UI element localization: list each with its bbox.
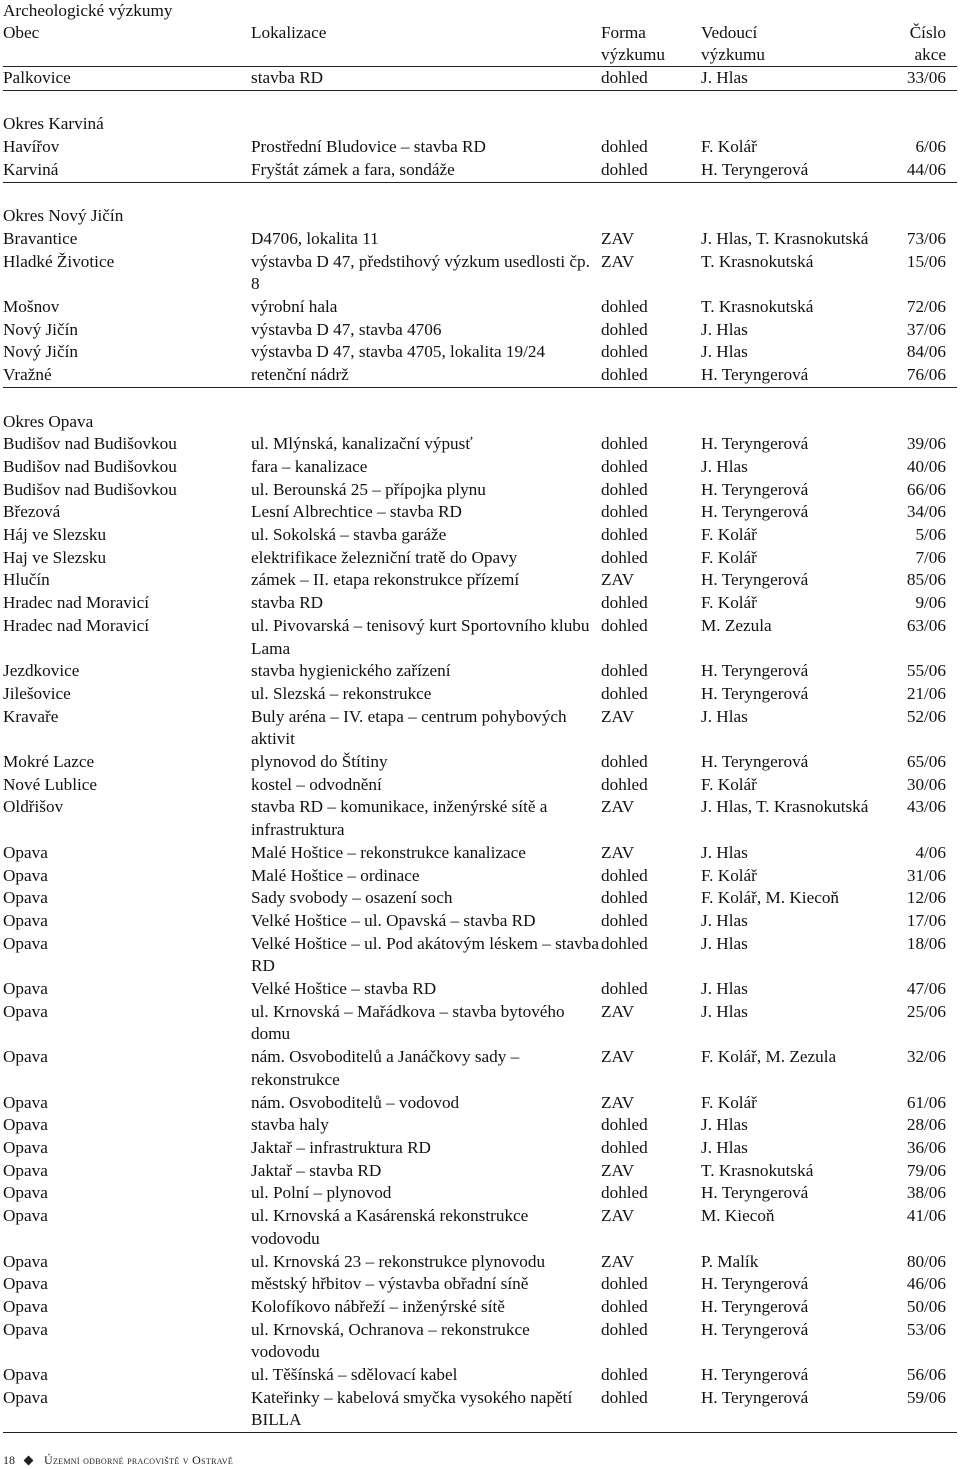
footer-organization: Územní odborné pracoviště v Ostravě	[44, 1453, 234, 1467]
cell-lokalizace: stavba hygienického zařízení	[251, 661, 451, 681]
cell-vedouci: H. Teryngerová	[701, 1183, 809, 1203]
cell-cislo: 17/06	[906, 910, 946, 930]
cell-cislo: 5/06	[915, 525, 946, 545]
cell-obec: Vražné	[3, 365, 52, 385]
cell-vedouci: J. Hlas, T. Krasnokutská	[701, 228, 869, 248]
cell-vedouci: J. Hlas	[701, 933, 748, 953]
cell-lokalizace: fara – kanalizace	[251, 456, 368, 476]
cell-forma: dohled	[601, 661, 648, 681]
cell-vedouci: H. Teryngerová	[701, 1365, 809, 1385]
cell-vedouci: J. Hlas	[701, 910, 748, 930]
cell-lokalizace: stavba haly	[251, 1115, 329, 1135]
cell-lokalizace: Kateřinky – kabelová smyčka vysokého napětí BILLA	[251, 1387, 573, 1430]
section-title: Okres Opava	[3, 411, 94, 431]
cell-cislo: 33/06	[906, 68, 946, 87]
cell-obec: Budišov nad Budišovkou	[3, 479, 177, 499]
cell-forma: dohled	[601, 137, 648, 157]
cell-obec: Mošnov	[3, 297, 60, 316]
cell-lokalizace: ul. Slezská – rekonstrukce	[251, 683, 432, 703]
cell-vedouci: H. Teryngerová	[701, 502, 809, 522]
cell-cislo: 43/06	[906, 797, 946, 817]
cell-vedouci: H. Teryngerová	[701, 434, 809, 454]
table-row	[3, 364, 957, 388]
cell-cislo: 76/06	[906, 365, 946, 385]
header-vedouci-line1: Vedoucí	[701, 23, 758, 42]
cell-vedouci: F. Kolář	[701, 593, 757, 613]
cell-lokalizace: Malé Hoštice – rekonstrukce kanalizace	[251, 842, 526, 862]
cell-obec: Nové Lublice	[3, 774, 98, 794]
table-row	[3, 978, 957, 1001]
cell-lokalizace: Velké Hoštice – ul. Pod akátovým léskem – stavba RD	[251, 933, 599, 976]
table-row	[3, 887, 957, 910]
cell-vedouci: J. Hlas	[701, 342, 748, 362]
cell-cislo: 28/06	[906, 1115, 946, 1135]
cell-forma: dohled	[601, 1274, 648, 1294]
cell-cislo: 39/06	[906, 434, 946, 454]
header-cislo-line2: akce	[914, 45, 946, 64]
cell-obec: Opava	[3, 979, 48, 999]
header-forma-line1: Forma	[601, 23, 646, 42]
table-row	[3, 228, 957, 251]
cell-vedouci: J. Hlas	[701, 842, 748, 862]
cell-forma: dohled	[601, 502, 648, 522]
cell-lokalizace: stavba RD	[251, 593, 324, 613]
header-forma-line2: výzkumu	[601, 45, 665, 64]
header-cislo	[892, 22, 946, 66]
section-title: Okres Nový Jičín	[3, 206, 124, 226]
cell-vedouci: J. Hlas	[701, 1138, 748, 1157]
cell-lokalizace: Velké Hoštice – ul. Opavská – stavba RD	[251, 910, 536, 930]
table-row	[3, 569, 957, 592]
cell-forma: dohled	[601, 979, 648, 999]
cell-cislo: 21/06	[906, 683, 946, 703]
cell-forma: dohled	[601, 456, 648, 476]
cell-forma: dohled	[601, 615, 648, 635]
table-row	[3, 706, 957, 751]
table-row	[3, 67, 957, 91]
cell-lokalizace: Fryštát zámek a fara, sondáže	[251, 159, 455, 179]
cell-forma: ZAV	[601, 1047, 635, 1067]
cell-forma: dohled	[601, 774, 648, 794]
cell-forma: dohled	[601, 319, 648, 339]
cell-vedouci: H. Teryngerová	[701, 479, 809, 499]
cell-lokalizace: ul. Berounská 25 – přípojka plynu	[251, 479, 486, 499]
table-row	[3, 865, 957, 888]
cell-lokalizace: ul. Krnovská – Mařádkova – stavba bytového domu	[251, 1001, 565, 1044]
table-row	[3, 1364, 957, 1387]
cell-obec: Opava	[3, 865, 48, 885]
cell-obec: Opava	[3, 1365, 48, 1385]
cell-forma: dohled	[601, 365, 648, 385]
header-obec: Obec	[3, 23, 40, 42]
cell-cislo: 9/06	[915, 593, 946, 613]
cell-obec: Nový Jičín	[3, 319, 78, 339]
cell-vedouci: T. Krasnokutská	[701, 297, 814, 316]
cell-obec: Opava	[3, 1319, 48, 1339]
table-row	[3, 1160, 957, 1183]
table-row	[3, 524, 957, 547]
table-row	[3, 1137, 957, 1160]
cell-cislo: 44/06	[906, 159, 946, 179]
cell-forma: dohled	[601, 479, 648, 499]
cell-obec: Hradec nad Moravicí	[3, 593, 150, 613]
cell-cislo: 72/06	[906, 297, 946, 316]
cell-forma: ZAV	[601, 1001, 635, 1021]
cell-obec: Opava	[3, 888, 48, 908]
cell-cislo: 66/06	[906, 479, 946, 499]
table-row	[3, 251, 957, 296]
cell-forma: ZAV	[601, 797, 635, 817]
cell-cislo: 30/06	[906, 774, 946, 794]
table-row	[3, 683, 957, 706]
cell-forma: dohled	[601, 1296, 648, 1316]
cell-obec: Kravaře	[3, 706, 59, 726]
cell-vedouci: J. Hlas	[701, 1001, 748, 1021]
cell-obec: Opava	[3, 1274, 48, 1294]
cell-cislo: 40/06	[906, 456, 946, 476]
cell-vedouci: J. Hlas	[701, 706, 748, 726]
cell-obec: Opava	[3, 1115, 48, 1135]
cell-vedouci: M. Zezula	[701, 615, 772, 635]
cell-forma: ZAV	[601, 1251, 635, 1271]
cell-forma: dohled	[601, 297, 648, 316]
cell-cislo: 47/06	[906, 979, 946, 999]
cell-cislo: 73/06	[906, 228, 946, 248]
header-vedouci	[701, 22, 892, 66]
cell-lokalizace: ul. Pivovarská – tenisový kurt Sportovního klubu Lama	[251, 615, 590, 658]
cell-lokalizace: výstavba D 47, předstihový výzkum usedlosti čp. 8	[251, 251, 590, 294]
table-row	[3, 751, 957, 774]
cell-vedouci: F. Kolář	[701, 525, 757, 545]
page-footer	[3, 1453, 233, 1468]
cell-vedouci: H. Teryngerová	[701, 159, 809, 179]
header-forma	[601, 22, 701, 66]
cell-obec: Jezdkovice	[3, 661, 80, 681]
cell-obec: Bravantice	[3, 228, 78, 248]
cell-cislo: 52/06	[906, 706, 946, 726]
document-page	[3, 0, 957, 1433]
cell-cislo: 38/06	[906, 1183, 946, 1203]
cell-forma: dohled	[601, 159, 648, 179]
cell-lokalizace: zámek – II. etapa rekonstrukce přízemí	[251, 570, 520, 590]
header-lokalizace: Lokalizace	[251, 23, 327, 42]
cell-cislo: 4/06	[915, 842, 946, 862]
cell-obec: Mokré Lazce	[3, 752, 95, 772]
cell-forma: dohled	[601, 1138, 648, 1157]
cell-forma: ZAV	[601, 251, 635, 271]
cell-forma: ZAV	[601, 228, 635, 248]
cell-vedouci: J. Hlas	[701, 979, 748, 999]
cell-obec: Opava	[3, 1296, 48, 1316]
table-row	[3, 136, 957, 159]
cell-vedouci: F. Kolář	[701, 1092, 757, 1112]
cell-lokalizace: retenční nádrž	[251, 365, 349, 385]
table-row	[3, 796, 957, 841]
cell-lokalizace: ul. Krnovská a Kasárenská rekonstrukce vodovodu	[251, 1206, 529, 1248]
cell-vedouci: H. Teryngerová	[701, 1296, 809, 1316]
cell-forma: dohled	[601, 933, 648, 953]
table-header	[3, 22, 957, 67]
cell-vedouci: H. Teryngerová	[701, 661, 809, 681]
cell-cislo: 37/06	[906, 319, 946, 339]
cell-vedouci: J. Hlas, T. Krasnokutská	[701, 797, 869, 817]
cell-vedouci: F. Kolář, M. Kiecoň	[701, 888, 840, 908]
page-title: Archeologické výzkumy	[3, 1, 173, 20]
cell-lokalizace: výstavba D 47, stavba 4706	[251, 319, 442, 339]
table-row	[3, 1114, 957, 1137]
cell-forma: dohled	[601, 547, 648, 567]
section-spacer	[3, 183, 957, 206]
cell-lokalizace: ul. Krnovská, Ochranova – rekonstrukce vodovodu	[251, 1319, 530, 1362]
cell-cislo: 53/06	[906, 1319, 946, 1339]
table-row	[3, 774, 957, 797]
cell-lokalizace: městský hřbitov – výstavba obřadní síně	[251, 1274, 529, 1294]
cell-lokalizace: Prostřední Bludovice – stavba RD	[251, 137, 486, 157]
cell-cislo: 65/06	[906, 752, 946, 772]
cell-cislo: 12/06	[906, 888, 946, 908]
cell-obec: Opava	[3, 842, 48, 862]
table-row	[3, 615, 957, 660]
cell-cislo: 46/06	[906, 1274, 946, 1294]
cell-lokalizace: stavba RD – komunikace, inženýrské sítě a infrastruktura	[251, 797, 548, 840]
cell-obec: Jilešovice	[3, 683, 71, 703]
cell-lokalizace: výrobní hala	[251, 297, 338, 316]
cell-lokalizace: Sady svobody – osazení soch	[251, 888, 453, 908]
cell-forma: dohled	[601, 888, 648, 908]
cell-vedouci: F. Kolář	[701, 547, 757, 567]
cell-obec: Opava	[3, 1047, 48, 1067]
cell-obec: Hladké Životice	[3, 251, 115, 271]
cell-forma: dohled	[601, 1115, 648, 1135]
cell-forma: ZAV	[601, 1160, 635, 1180]
table-row	[3, 1182, 957, 1205]
table-row	[3, 1092, 957, 1115]
cell-vedouci: M. Kiecoň	[701, 1206, 775, 1226]
header-cislo-line1: Číslo	[909, 23, 946, 42]
table-row	[3, 1205, 957, 1250]
table-row	[3, 501, 957, 524]
cell-lokalizace: ul. Sokolská – stavba garáže	[251, 525, 447, 545]
cell-cislo: 59/06	[906, 1387, 946, 1407]
cell-lokalizace: Jaktař – infrastruktura RD	[251, 1138, 431, 1157]
cell-forma: ZAV	[601, 842, 635, 862]
cell-obec: Opava	[3, 1160, 48, 1180]
cell-cislo: 15/06	[906, 251, 946, 271]
cell-obec: Opava	[3, 910, 48, 930]
table-row	[3, 1319, 957, 1364]
table-row	[3, 547, 957, 570]
cell-forma: ZAV	[601, 1206, 635, 1226]
cell-vedouci: J. Hlas	[701, 68, 748, 87]
cell-obec: Opava	[3, 1001, 48, 1021]
cell-cislo: 32/06	[906, 1047, 946, 1067]
cell-cislo: 56/06	[906, 1365, 946, 1385]
cell-forma: dohled	[601, 752, 648, 772]
cell-lokalizace: plynovod do Štítiny	[251, 752, 388, 772]
cell-lokalizace: ul. Mlýnská, kanalizační výpusť	[251, 434, 473, 454]
cell-obec: Palkovice	[3, 68, 71, 87]
cell-forma: dohled	[601, 1365, 648, 1385]
cell-cislo: 25/06	[906, 1001, 946, 1021]
section-spacer	[3, 91, 957, 114]
cell-cislo: 50/06	[906, 1296, 946, 1316]
table-row	[3, 592, 957, 615]
cell-vedouci: F. Kolář	[701, 137, 757, 157]
table-row	[3, 1251, 957, 1274]
cell-forma: ZAV	[601, 1092, 635, 1112]
cell-forma: dohled	[601, 68, 648, 87]
table-row	[3, 341, 957, 364]
table-row	[3, 1046, 957, 1091]
cell-vedouci: F. Kolář, M. Zezula	[701, 1047, 837, 1067]
cell-lokalizace: výstavba D 47, stavba 4705, lokalita 19/24	[251, 342, 546, 362]
cell-forma: dohled	[601, 342, 648, 362]
cell-lokalizace: kostel – odvodnění	[251, 774, 382, 794]
cell-vedouci: J. Hlas	[701, 319, 748, 339]
cell-obec: Opava	[3, 1251, 48, 1271]
cell-obec: Opava	[3, 1138, 48, 1157]
section-title: Okres Karviná	[3, 114, 104, 134]
cell-lokalizace: D4706, lokalita 11	[251, 228, 379, 248]
table-row	[3, 933, 957, 978]
cell-obec: Budišov nad Budišovkou	[3, 456, 177, 476]
cell-cislo: 18/06	[906, 933, 946, 953]
section-spacer	[3, 388, 957, 411]
cell-lokalizace: Buly aréna – IV. etapa – centrum pohybových aktivit	[251, 706, 567, 749]
cell-forma: dohled	[601, 1183, 648, 1203]
cell-cislo: 79/06	[906, 1160, 946, 1180]
cell-lokalizace: ul. Těšínská – sdělovací kabel	[251, 1365, 458, 1385]
cell-obec: Opava	[3, 1387, 48, 1407]
cell-obec: Opava	[3, 1092, 48, 1112]
cell-vedouci: H. Teryngerová	[701, 365, 809, 385]
cell-cislo: 61/06	[906, 1092, 946, 1112]
cell-cislo: 31/06	[906, 865, 946, 885]
cell-vedouci: H. Teryngerová	[701, 570, 809, 590]
cell-lokalizace: Malé Hoštice – ordinace	[251, 865, 420, 885]
cell-forma: dohled	[601, 683, 648, 703]
cell-cislo: 36/06	[906, 1138, 946, 1157]
table-row	[3, 319, 957, 342]
cell-obec: Hlučín	[3, 570, 50, 590]
cell-obec: Opava	[3, 1183, 48, 1203]
cell-cislo: 55/06	[906, 661, 946, 681]
cell-forma: ZAV	[601, 706, 635, 726]
table-row	[3, 660, 957, 683]
cell-forma: dohled	[601, 525, 648, 545]
cell-forma: dohled	[601, 593, 648, 613]
page-number: 18	[3, 1453, 15, 1467]
cell-vedouci: T. Krasnokutská	[701, 1160, 814, 1180]
cell-cislo: 85/06	[906, 570, 946, 590]
cell-obec: Březová	[3, 502, 61, 522]
cell-cislo: 84/06	[906, 342, 946, 362]
cell-cislo: 7/06	[915, 547, 946, 567]
cell-vedouci: H. Teryngerová	[701, 683, 809, 703]
table-body	[3, 67, 957, 1433]
cell-cislo: 6/06	[915, 137, 946, 157]
cell-lokalizace: Lesní Albrechtice – stavba RD	[251, 502, 462, 522]
cell-forma: dohled	[601, 910, 648, 930]
table-row	[3, 842, 957, 865]
cell-lokalizace: stavba RD	[251, 68, 324, 87]
cell-lokalizace: nám. Osvoboditelů a Janáčkovy sady – rekonstrukce	[251, 1047, 520, 1089]
cell-forma: dohled	[601, 865, 648, 885]
cell-lokalizace: Jaktař – stavba RD	[251, 1160, 382, 1180]
table-row	[3, 479, 957, 502]
cell-cislo: 80/06	[906, 1251, 946, 1271]
diamond-icon	[24, 1456, 34, 1466]
cell-vedouci: F. Kolář	[701, 774, 757, 794]
cell-lokalizace: Velké Hoštice – stavba RD	[251, 979, 437, 999]
table-row	[3, 159, 957, 183]
cell-lokalizace: elektrifikace železniční tratě do Opavy	[251, 547, 518, 567]
cell-obec: Háj ve Slezsku	[3, 525, 107, 545]
cell-vedouci: H. Teryngerová	[701, 752, 809, 772]
cell-vedouci: T. Krasnokutská	[701, 251, 814, 271]
cell-lokalizace: ul. Polní – plynovod	[251, 1183, 392, 1203]
table-row	[3, 433, 957, 456]
cell-obec: Budišov nad Budišovkou	[3, 434, 177, 454]
cell-cislo: 41/06	[906, 1206, 946, 1226]
table-row	[3, 1296, 957, 1319]
cell-obec: Havířov	[3, 137, 60, 157]
table-row	[3, 296, 957, 319]
cell-obec: Hradec nad Moravicí	[3, 615, 150, 635]
cell-lokalizace: nám. Osvoboditelů – vodovod	[251, 1092, 460, 1112]
table-row	[3, 1273, 957, 1296]
cell-obec: Oldřišov	[3, 797, 64, 817]
cell-forma: dohled	[601, 1319, 648, 1339]
table-row	[3, 1387, 957, 1433]
cell-forma: ZAV	[601, 570, 635, 590]
cell-vedouci: J. Hlas	[701, 456, 748, 476]
cell-obec: Opava	[3, 933, 48, 953]
cell-vedouci: H. Teryngerová	[701, 1387, 809, 1407]
cell-forma: dohled	[601, 434, 648, 454]
table-row	[3, 1001, 957, 1046]
cell-vedouci: H. Teryngerová	[701, 1274, 809, 1294]
cell-vedouci: P. Malík	[701, 1251, 759, 1271]
cell-obec: Nový Jičín	[3, 342, 78, 362]
cell-vedouci: H. Teryngerová	[701, 1319, 809, 1339]
header-vedouci-line2: výzkumu	[701, 45, 765, 64]
cell-cislo: 34/06	[906, 502, 946, 522]
cell-lokalizace: ul. Krnovská 23 – rekonstrukce plynovodu	[251, 1251, 546, 1271]
cell-forma: dohled	[601, 1387, 648, 1407]
cell-obec: Haj ve Slezsku	[3, 547, 107, 567]
cell-obec: Karviná	[3, 159, 59, 179]
cell-obec: Opava	[3, 1206, 48, 1226]
table-row	[3, 910, 957, 933]
cell-lokalizace: Kolofíkovo nábřeží – inženýrské sítě	[251, 1296, 505, 1316]
cell-vedouci: F. Kolář	[701, 865, 757, 885]
table-row	[3, 456, 957, 479]
cell-vedouci: J. Hlas	[701, 1115, 748, 1135]
cell-cislo: 63/06	[906, 615, 946, 635]
